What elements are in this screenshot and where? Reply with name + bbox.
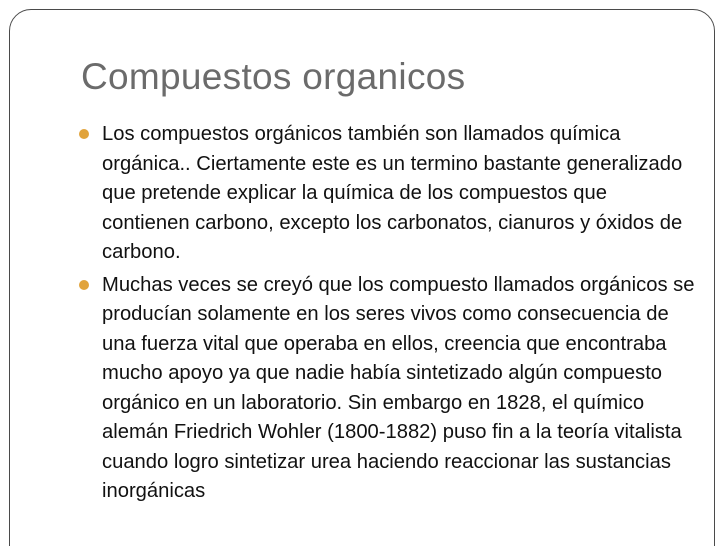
bullet-dot-icon	[79, 280, 89, 290]
bullet-dot-icon	[79, 129, 89, 139]
bullet-list	[79, 120, 699, 510]
bullet-text: Muchas veces se creyó que los compuesto llamados orgánicos se producían solamente en los seres vivos como consecuencia de una fuerza vital que operaba en ellos, creencia que encontraba mucho apoyo ya que nadie había sintetizado algún compuesto orgánico en un laboratorio. Sin embargo en 1828, el químico alemán Friedrich Wohler (1800-1882) puso fin a la teoría vitalista cuando logro sintetizar urea haciendo reaccionar las sustancias inorgánicas	[102, 273, 695, 502]
slide-title: Compuestos organicos	[81, 56, 466, 97]
bullet-text: Los compuestos orgánicos también son llamados química orgánica.. Ciertamente este es un termino bastante generalizado que pretende explicar la química de los compuestos que contienen carbono, excepto los carbonatos, cianuros y óxidos de carbono.	[102, 123, 683, 263]
bullet-item	[79, 120, 699, 268]
bullet-item	[79, 271, 699, 507]
